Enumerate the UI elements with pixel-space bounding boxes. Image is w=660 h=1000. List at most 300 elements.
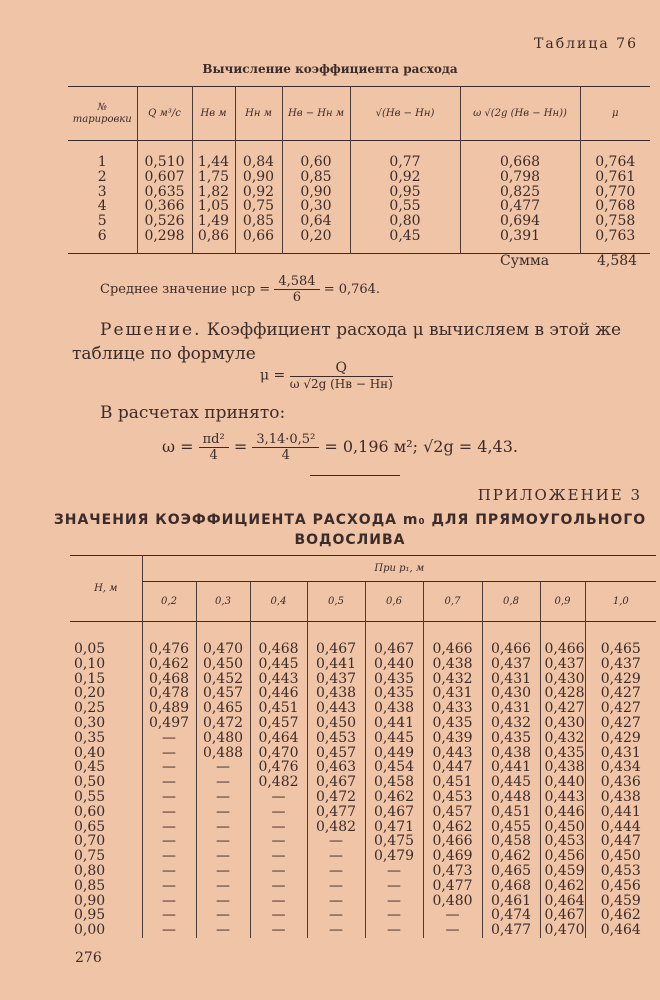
table-cell: 0,694	[460, 214, 580, 229]
table-cell: 0,438	[540, 760, 585, 775]
table-cell: 0,477	[482, 923, 540, 938]
table-cell: 0,464	[585, 923, 656, 938]
table-row	[70, 879, 656, 894]
row-label: 0,40	[74, 744, 106, 761]
solution-paragraph	[72, 318, 647, 366]
table-cell: 0,467	[365, 622, 423, 657]
table-cell: 0,758	[580, 214, 650, 229]
table-cell: 0,451	[482, 805, 540, 820]
omega-den1: 4	[209, 448, 218, 463]
table-cell: —	[196, 790, 250, 805]
column-header: √(Hв − Hн)	[350, 87, 460, 141]
table-cell: —	[142, 760, 196, 775]
table-cell: —	[142, 805, 196, 820]
row-header: H, м	[70, 556, 142, 622]
table-cell: —	[142, 731, 196, 746]
table-cell: 0,427	[585, 716, 656, 731]
table-cell: 0,92	[350, 170, 460, 185]
table-cell: 0,462	[142, 657, 196, 672]
table-cell: 0,431	[482, 672, 540, 687]
table-cell: 0,451	[423, 775, 482, 790]
table-cell: —	[307, 834, 365, 849]
table-cell: —	[250, 864, 307, 879]
column-header: 0,4	[250, 582, 307, 622]
row-label: 0,85	[74, 877, 106, 894]
row-label: 0,15	[74, 670, 106, 687]
table-cell: 0,428	[540, 686, 585, 701]
table-cell: 0,431	[423, 686, 482, 701]
table-cell: 0,432	[482, 716, 540, 731]
table-cell: —	[196, 923, 250, 938]
table-cell: 0,465	[482, 864, 540, 879]
table-cell: 0,465	[585, 622, 656, 657]
table-cell: 0,437	[482, 657, 540, 672]
row-label: 0,00	[74, 922, 106, 939]
solution-heading: Решение.	[100, 320, 202, 340]
table-cell: —	[142, 746, 196, 761]
table-cell: —	[365, 894, 423, 909]
table-cell: 0,468	[142, 672, 196, 687]
table-cell: 0,470	[196, 622, 250, 657]
table-cell: 0,467	[365, 805, 423, 820]
discharge-coefficient-table	[70, 555, 656, 938]
table-cell: 0,90	[282, 185, 350, 200]
table-cell: 0,366	[137, 199, 192, 214]
table-cell: 0,438	[585, 790, 656, 805]
table-cell: 0,391	[460, 229, 580, 253]
table-cell: 0,80	[350, 214, 460, 229]
table-cell: 0,450	[540, 820, 585, 835]
table-cell: 0,435	[365, 672, 423, 687]
row-label: 0,45	[74, 759, 106, 776]
column-header: 0,8	[482, 582, 540, 622]
table-cell: —	[250, 820, 307, 835]
table-cell: 1,82	[192, 185, 235, 200]
table-cell: 0,489	[142, 701, 196, 716]
table-cell: 0,445	[365, 731, 423, 746]
table-cell: —	[142, 879, 196, 894]
mu-numerator: Q	[290, 360, 393, 377]
table-cell: 0,429	[585, 672, 656, 687]
table-cell: 0,446	[540, 805, 585, 820]
table-cell: 0,763	[580, 229, 650, 253]
table-cell: 0,461	[482, 894, 540, 909]
table-cell: 0,85	[282, 170, 350, 185]
table-row	[70, 716, 656, 731]
table-cell: 0,446	[250, 686, 307, 701]
table-cell: —	[365, 864, 423, 879]
omega-den2: 4	[281, 448, 290, 463]
mean-denominator: 6	[292, 290, 302, 305]
table-cell: —	[142, 894, 196, 909]
table-cell: 0,466	[482, 622, 540, 657]
table-cell: 0,462	[540, 879, 585, 894]
table-cell: 0,447	[585, 834, 656, 849]
table-cell: —	[142, 849, 196, 864]
table-cell: 0,497	[142, 716, 196, 731]
table-cell: 0,480	[423, 894, 482, 909]
table-cell: —	[196, 805, 250, 820]
row-label: 0,95	[74, 907, 106, 924]
table-row	[70, 820, 656, 835]
table-cell: 0,434	[585, 760, 656, 775]
table-cell: 0,432	[423, 672, 482, 687]
appendix-title-line1: ЗНАЧЕНИЯ КОЭФФИЦИЕНТА РАСХОДА m₀ ДЛЯ ПРЯМОУГОЛЬНОГО	[53, 512, 647, 528]
table-cell: 0,458	[482, 834, 540, 849]
table-cell: —	[250, 894, 307, 909]
table-cell: 0,473	[423, 864, 482, 879]
table-cell: 0,427	[540, 701, 585, 716]
table-cell: 0,798	[460, 170, 580, 185]
row-label: 0,60	[74, 803, 106, 820]
table-cell: 0,443	[250, 672, 307, 687]
table-cell: 0,465	[196, 701, 250, 716]
table-cell: 0,482	[307, 820, 365, 835]
table-cell: 0,452	[196, 672, 250, 687]
table-cell: 0,85	[235, 214, 282, 229]
table-cell: 1,44	[192, 141, 235, 170]
table-cell: 0,431	[482, 701, 540, 716]
table-cell: 0,470	[250, 746, 307, 761]
row-label: 0,35	[74, 729, 106, 746]
table-row	[70, 672, 656, 687]
table-cell: 0,825	[460, 185, 580, 200]
table-row	[70, 908, 656, 923]
column-header: Hв м	[192, 87, 235, 141]
table-cell: 0,472	[307, 790, 365, 805]
omega-formula	[162, 432, 518, 463]
mu-lhs: μ =	[260, 367, 286, 384]
table-cell: 0,450	[585, 849, 656, 864]
column-header: Q м³/с	[137, 87, 192, 141]
table-cell: —	[142, 790, 196, 805]
accepted-text: В расчетах принято:	[100, 403, 286, 423]
table-cell: 0,64	[282, 214, 350, 229]
column-header: 0,2	[142, 582, 196, 622]
table-cell: 3	[97, 183, 107, 200]
page-number: 276	[75, 950, 102, 966]
table-cell: 0,770	[580, 185, 650, 200]
table-cell: 0,607	[137, 170, 192, 185]
table-row	[70, 686, 656, 701]
table-cell: 0,298	[137, 229, 192, 253]
table-cell: 0,20	[282, 229, 350, 253]
table-cell: 0,95	[350, 185, 460, 200]
table-row	[70, 894, 656, 909]
table-cell: —	[250, 849, 307, 864]
table-cell: —	[250, 790, 307, 805]
table-cell: 0,435	[423, 716, 482, 731]
table-row	[70, 775, 656, 790]
table-row	[68, 229, 650, 253]
column-header: 0,6	[365, 582, 423, 622]
table-cell: 0,668	[460, 141, 580, 170]
table-cell: 0,77	[350, 141, 460, 170]
table-cell: —	[423, 923, 482, 938]
row-label: 0,75	[74, 848, 106, 865]
column-header: № тарировки	[72, 101, 132, 125]
row-label: 0,50	[74, 774, 106, 791]
table-cell: —	[250, 879, 307, 894]
table-cell: 0,467	[307, 775, 365, 790]
table-cell: 0,431	[585, 746, 656, 761]
table-cell: 0,463	[307, 760, 365, 775]
group-header: При p₁, м	[142, 556, 656, 582]
table-cell: 0,445	[250, 657, 307, 672]
table-cell: 0,456	[585, 879, 656, 894]
omega-lhs: ω =	[162, 437, 194, 456]
column-header: 0,7	[423, 582, 482, 622]
row-label: 0,90	[74, 892, 106, 909]
table-cell: —	[142, 834, 196, 849]
table-cell: 0,462	[482, 849, 540, 864]
column-header: ω √(2g (Hв − Hн))	[460, 87, 580, 141]
table-cell: 0,438	[307, 686, 365, 701]
table-cell: 0,476	[250, 760, 307, 775]
table-label: Таблица 76	[534, 36, 638, 52]
table-cell: 6	[97, 227, 107, 244]
table-cell: 0,466	[540, 622, 585, 657]
row-label: 0,05	[74, 641, 106, 657]
table-cell: —	[142, 864, 196, 879]
table-cell: 0,427	[585, 701, 656, 716]
mean-numerator: 4,584	[274, 274, 319, 290]
sum-value: 4,584	[597, 253, 638, 269]
table-cell: 0,441	[307, 657, 365, 672]
table-cell: 0,474	[482, 908, 540, 923]
table-cell: —	[196, 834, 250, 849]
table-cell: 0,86	[192, 229, 235, 253]
row-label: 0,55	[74, 788, 106, 805]
table-row	[70, 760, 656, 775]
table-cell: 2	[97, 168, 107, 185]
mean-result: = 0,764.	[323, 282, 381, 297]
column-header: μ	[580, 87, 650, 141]
table-cell: 0,635	[137, 185, 192, 200]
table-cell: 0,450	[196, 657, 250, 672]
row-label: 0,25	[74, 700, 106, 717]
table-cell: 0,510	[137, 141, 192, 170]
table-cell: 0,477	[423, 879, 482, 894]
table-cell: 0,429	[585, 731, 656, 746]
table-cell: 0,440	[540, 775, 585, 790]
table-cell: 0,55	[350, 199, 460, 214]
table-cell: —	[142, 820, 196, 835]
table-cell: —	[307, 849, 365, 864]
table-cell: —	[196, 879, 250, 894]
table-cell: —	[142, 775, 196, 790]
table-cell: 0,75	[235, 199, 282, 214]
table-cell: —	[250, 834, 307, 849]
table-cell: 0,90	[235, 170, 282, 185]
table-row	[70, 701, 656, 716]
row-label: 0,10	[74, 655, 106, 672]
table-cell: 0,457	[196, 686, 250, 701]
table-cell: 0,439	[423, 731, 482, 746]
table-cell: —	[307, 923, 365, 938]
mu-formula	[260, 360, 393, 391]
table-cell: —	[423, 908, 482, 923]
table-cell: —	[307, 894, 365, 909]
table-cell: —	[196, 849, 250, 864]
table-row	[70, 864, 656, 879]
table-cell: 0,455	[482, 820, 540, 835]
omega-rest: = 0,196 м²; √2g = 4,43.	[324, 437, 518, 456]
table-cell: 0,438	[365, 701, 423, 716]
table-cell: —	[365, 908, 423, 923]
table-cell: 0,477	[307, 805, 365, 820]
table-cell: 0,526	[137, 214, 192, 229]
mean-label: Среднее значение	[100, 282, 227, 297]
table-cell: 1,75	[192, 170, 235, 185]
table-cell: 0,458	[365, 775, 423, 790]
table-cell: —	[196, 775, 250, 790]
table-cell: 0,435	[482, 731, 540, 746]
table-cell: 0,477	[460, 199, 580, 214]
table-cell: 0,441	[365, 716, 423, 731]
column-header: 0,3	[196, 582, 250, 622]
table-row	[70, 790, 656, 805]
table-cell: 0,454	[365, 760, 423, 775]
table-cell: 0,453	[585, 864, 656, 879]
table-cell: 0,761	[580, 170, 650, 185]
table-cell: —	[196, 864, 250, 879]
table-cell: 0,472	[196, 716, 250, 731]
mean-symbol: μср =	[231, 282, 271, 297]
table-row	[68, 199, 650, 214]
table-cell: —	[196, 894, 250, 909]
table-cell: 0,444	[585, 820, 656, 835]
table-cell: 0,433	[423, 701, 482, 716]
table-cell: 0,448	[482, 790, 540, 805]
table-row	[70, 834, 656, 849]
table-cell: 0,453	[307, 731, 365, 746]
table-row	[70, 849, 656, 864]
table-cell: 0,45	[350, 229, 460, 253]
omega-num1: πd²	[199, 432, 229, 448]
row-label: 0,65	[74, 818, 106, 835]
table-row	[68, 141, 650, 170]
table-cell: 0,440	[365, 657, 423, 672]
mu-denominator: ω √2g (Hв − Hн)	[289, 377, 393, 391]
table-cell: 1,05	[192, 199, 235, 214]
table-cell: 0,438	[423, 657, 482, 672]
table-cell: 0,457	[423, 805, 482, 820]
table-cell: 0,437	[585, 657, 656, 672]
table-cell: 0,453	[423, 790, 482, 805]
table-cell: —	[307, 879, 365, 894]
row-label: 0,30	[74, 714, 106, 731]
column-header: 0,5	[307, 582, 365, 622]
table-cell: —	[196, 820, 250, 835]
table-cell: —	[196, 760, 250, 775]
table-cell: 0,66	[235, 229, 282, 253]
table-cell: 0,450	[307, 716, 365, 731]
table-cell: 0,453	[540, 834, 585, 849]
table-cell: 0,488	[196, 746, 250, 761]
table-cell: 0,764	[580, 141, 650, 170]
table-cell: 0,437	[540, 657, 585, 672]
table-cell: 0,469	[423, 849, 482, 864]
table-cell: 0,459	[540, 864, 585, 879]
table-cell: 0,466	[423, 834, 482, 849]
table-cell: 0,432	[540, 731, 585, 746]
table-cell: 0,435	[540, 746, 585, 761]
row-label: 0,70	[74, 833, 106, 850]
table-cell: 0,92	[235, 185, 282, 200]
table-cell: 0,449	[365, 746, 423, 761]
table-cell: 0,768	[580, 199, 650, 214]
appendix-title-line2: ВОДОСЛИВА	[294, 532, 406, 548]
table-cell: 0,447	[423, 760, 482, 775]
omega-eq: =	[233, 437, 248, 456]
flow-coefficient-table	[68, 86, 650, 254]
table-cell: 0,479	[365, 849, 423, 864]
solution-text: Коэффициент расхода μ вычисляем в этой же таблице по формуле	[72, 320, 622, 364]
table-cell: 0,445	[482, 775, 540, 790]
column-header: 0,9	[540, 582, 585, 622]
table-cell: 0,430	[540, 716, 585, 731]
table-cell: 0,475	[365, 834, 423, 849]
table-cell: —	[307, 908, 365, 923]
table-cell: 0,457	[250, 716, 307, 731]
table-row	[70, 657, 656, 672]
table-cell: 0,441	[482, 760, 540, 775]
omega-num2: 3,14·0,5²	[252, 432, 319, 448]
appendix-title	[40, 510, 660, 550]
table-cell: 0,84	[235, 141, 282, 170]
table-row	[70, 923, 656, 938]
table-cell: 0,468	[482, 879, 540, 894]
table-cell: 0,427	[585, 686, 656, 701]
table-cell: —	[250, 908, 307, 923]
table-cell: 5	[97, 213, 107, 230]
table-cell: 0,456	[540, 849, 585, 864]
table-cell: 0,435	[365, 686, 423, 701]
table-cell: 0,462	[423, 820, 482, 835]
table-title: Вычисление коэффициента расхода	[202, 62, 458, 76]
table-cell: 0,459	[585, 894, 656, 909]
table-row	[70, 746, 656, 761]
table-cell: 4	[97, 198, 107, 215]
table-cell: 0,457	[307, 746, 365, 761]
table-cell: 0,468	[250, 622, 307, 657]
table-cell: 0,482	[250, 775, 307, 790]
table-cell: —	[365, 923, 423, 938]
table-cell: 0,467	[307, 622, 365, 657]
table-cell: 0,438	[482, 746, 540, 761]
table-cell: 0,436	[585, 775, 656, 790]
table-cell: 1	[97, 154, 107, 170]
sum-label: Сумма	[500, 253, 550, 269]
table-row	[68, 170, 650, 185]
table-cell: 0,464	[250, 731, 307, 746]
table-cell: 0,471	[365, 820, 423, 835]
table-cell: 0,462	[585, 908, 656, 923]
table-cell: —	[307, 864, 365, 879]
table-cell: —	[365, 879, 423, 894]
table-row	[68, 185, 650, 200]
appendix-label: ПРИЛОЖЕНИЕ 3	[477, 486, 642, 504]
table-cell: 0,60	[282, 141, 350, 170]
table-cell: 0,480	[196, 731, 250, 746]
table-cell: —	[142, 908, 196, 923]
mean-formula	[100, 274, 380, 305]
table-cell: 0,430	[540, 672, 585, 687]
table-cell: —	[250, 923, 307, 938]
table-cell: 0,437	[307, 672, 365, 687]
table-cell: 0,462	[365, 790, 423, 805]
